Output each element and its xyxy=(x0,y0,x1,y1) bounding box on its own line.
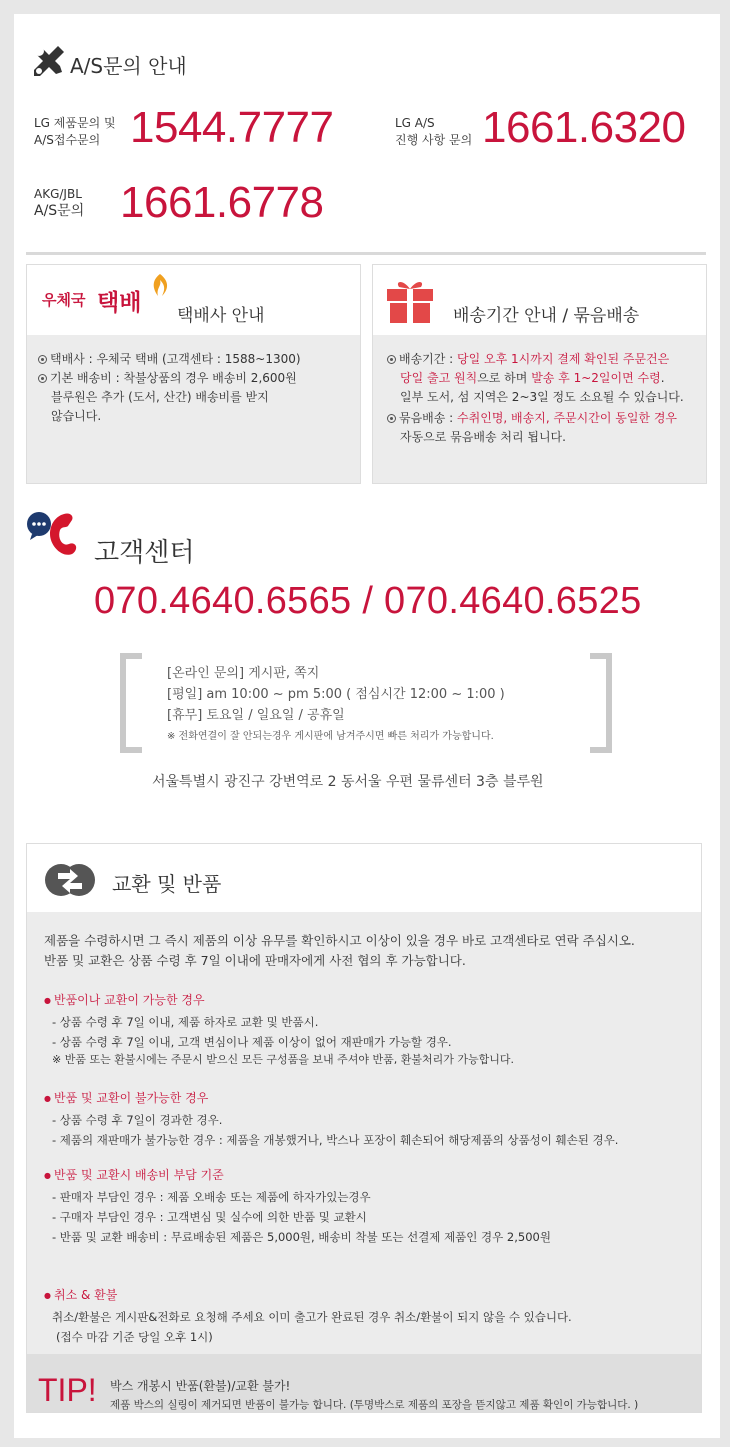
returns-title: 교환 및 반품 xyxy=(112,872,222,896)
as-title: A/S문의 안내 xyxy=(70,54,187,78)
courier-logo-main: 택배 xyxy=(97,290,142,316)
hours-info: [온라인 문의] 게시판, 쪽지 [평일] am 10:00 ~ pm 5:00 ( 점심시간 12:00 ~ 1:00 ) [휴무] 토요일 / 일요일 / 공휴일 ※ 전화연결이 잘 안되는경우 게시판에 남겨주시면 빠른 처리가 가능합니다. xyxy=(167,666,505,742)
akg-phone-number[interactable]: 1661.6778 xyxy=(120,178,324,227)
shipping-title: 배송기간 안내 / 묶음배송 xyxy=(453,306,640,326)
returns-possible: ● 반품이나 교환이 가능한 경우 - 상품 수령 후 7일 이내, 제품 하자로 교환 및 반품시. - 상품 수령 후 7일 이내, 고객 변심이나 제품 이상이 없어 재판매가 가능할 경우. ※ 반품 또는 환불시에는 주문시 받으신 모든 구성품을 보내 주셔야 반품, 환불처리가 가능합니다. xyxy=(44,991,694,1068)
customer-center-title: 고객센터 xyxy=(94,538,195,568)
flame-icon xyxy=(148,272,170,298)
gift-icon xyxy=(385,277,435,325)
shipping-info: 배송기간 : 당일 오후 1시까지 결제 확인된 주문건은 당일 출고 원칙으로 하며 발송 후 1~2일이면 수령. 일부 도서, 섬 지역은 2~3일 정도 소요될 수 있습니다. 묶음배송 : 수취인명, 배송지, 주문시간이 동일한 경우 자동으로 묶음배송 처리 됩니다. xyxy=(387,350,707,447)
bracket-left xyxy=(120,653,142,753)
courier-title: 택배사 안내 xyxy=(177,306,265,326)
lg-phone-number[interactable]: 1544.7777 xyxy=(130,103,334,152)
phone-chat-icon xyxy=(26,510,80,558)
bracket-right xyxy=(590,653,612,753)
tip-text: 제품 박스의 실링이 제거되면 반품이 불가능 합니다. (투명박스로 제품의 포장을 뜯지않고 제품 확인이 가능합니다. ) xyxy=(110,1399,639,1411)
courier-info: 택배사 : 우체국 택배 (고객센타 : 1588~1300) 기본 배송비 : 착불상품의 경우 배송비 2,600원 블루원은 추가 (도서, 산간) 배송비를 받지 않습니다. xyxy=(38,350,356,426)
exchange-icon xyxy=(44,863,96,897)
returns-intro: 제품을 수령하시면 그 즉시 제품의 이상 유무를 확인하시고 이상이 있을 경우 바로 고객센타로 연락 주십시오. 반품 및 교환은 상품 수령 후 7일 이내에 판매자에게 사전 협의 후 가능합니다. xyxy=(44,933,635,968)
tip-headline: 박스 개봉시 반품(환불)/교환 불가! xyxy=(110,1379,291,1393)
address: 서울특별시 광진구 강변역로 2 동서울 우편 물류센터 3층 블루원 xyxy=(152,774,544,790)
tip-label: TIP! xyxy=(38,1372,97,1408)
akg-label: AKG/JBL A/S문의 xyxy=(34,187,85,219)
returns-impossible: ● 반품 및 교환이 불가능한 경우 - 상품 수령 후 7일이 경과한 경우. - 제품의 재판매가 불가능한 경우 : 제품을 개봉했거나, 박스나 포장이 훼손되어 해당제품의 상품성이 훼손된 경우. xyxy=(44,1089,694,1150)
returns-shipping-fee: ● 반품 및 교환시 배송비 부담 기준 - 판매자 부담인 경우 : 제품 오배송 또는 제품에 하자가있는경우 - 구매자 부담인 경우 : 고객변심 및 실수에 의한 반품 및 교환시 - 반품 및 교환 배송비 : 무료배송된 제품은 5,000원, 배송비 착불 또는 선결제 제품인 경우 2,500원 xyxy=(44,1166,694,1247)
courier-logo-prefix: 우체국 xyxy=(42,291,86,309)
progress-phone-number[interactable]: 1661.6320 xyxy=(482,103,686,152)
tools-icon xyxy=(30,42,68,80)
divider xyxy=(26,252,706,255)
progress-label: LG A/S 진행 사항 문의 xyxy=(395,116,473,147)
customer-center-phone[interactable]: 070.4640.6565 / 070.4640.6525 xyxy=(94,580,642,622)
lg-label: LG 제품문의 및 A/S접수문의 xyxy=(34,116,116,147)
cancel-refund: ● 취소 & 환불 취소/환불은 게시판&전화로 요청해 주세요 이미 출고가 완료된 경우 취소/환불이 되지 않을 수 있습니다. (접수 마감 기준 당일 오후 1시) xyxy=(44,1286,694,1347)
